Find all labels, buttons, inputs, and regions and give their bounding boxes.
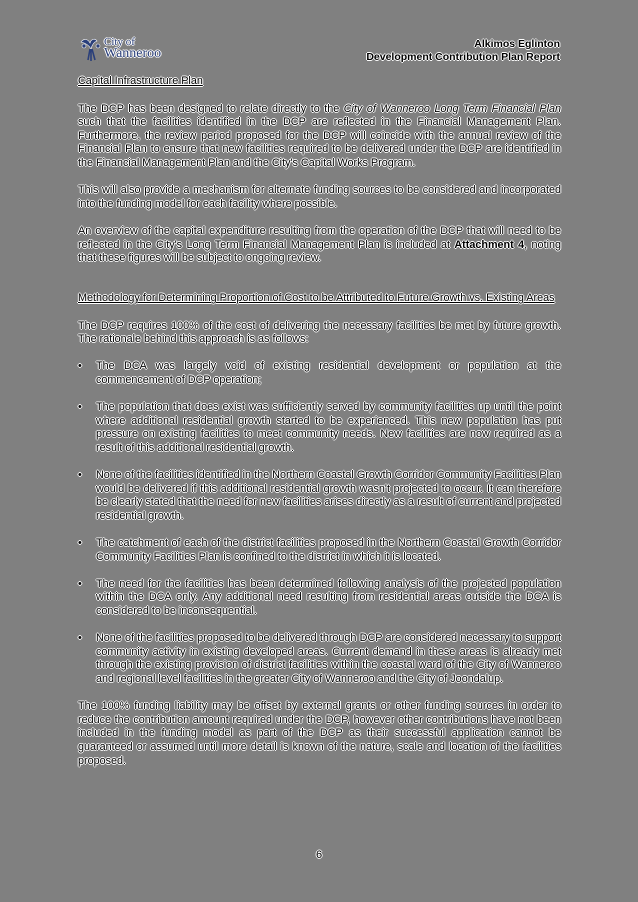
logo-line2: Wanneroo (104, 46, 162, 61)
bullet-icon: • (78, 537, 82, 549)
header-title-line2: Development Contribution Plan Report (366, 51, 560, 63)
list-item-text: The catchment of each of the district facilities proposed in the Northern Coastal Growth Corridor Community Facilities Plan is confined to the district in which it is located. (96, 537, 561, 563)
bullet-icon: • (78, 469, 82, 482)
paragraph-capital-overview (78, 225, 561, 266)
bullet-icon: • (78, 360, 82, 373)
city-of-wanneroo-logo (78, 36, 168, 64)
page-number: 6 (315, 849, 323, 861)
document-header (366, 38, 560, 64)
paragraph-requirement-intro: The DCP requires 100% of the cost of delivering the necessary facilities be met by future growth. The rationale behind this approach is as follows: (78, 319, 561, 346)
section-heading-capital-infrastructure: Capital Infrastructure Plan (78, 75, 203, 87)
logo-line1: City of (104, 36, 135, 48)
paragraph-dcp-design (78, 103, 561, 171)
list-item-text: The population that does exist was sufficiently served by community facilities up until the point where additional residential growth started to be experienced. This new population has put pressure on existing facilities to meet community needs. New facilities are now required as a result of this additional residential growth. (96, 401, 561, 454)
city-of-wanneroo-logo-icon (78, 36, 104, 62)
list-item (78, 632, 561, 686)
bullet-icon: • (78, 577, 82, 590)
text-run: , noting that these figures will be subject to ongoing review. (78, 238, 561, 265)
text-run: such that the facilities identified in the DCP are reflected in the Financial Management Plan. Furthermore, the review period proposed for the DCP will coincide with the annual review of the Financial Plan to ensure that new facilities required to be delivered under the DCP are identified in the Financial Management Plan and the City's Capital Works Program. (78, 116, 561, 169)
paragraph-alternate-funding: This will also provide a mechanism for alternate funding sources to be considered and incorporated into the funding model for each facility where possible. (78, 184, 561, 210)
bullet-icon: • (78, 401, 82, 414)
list-item (78, 578, 561, 619)
list-item-text: None of the facilities proposed to be delivered through DCP are considered necessary to support community activity in existing developed areas. Current demand in these areas is already met through the existing provision of district facilities within the coastal ward of the City of Wanneroo and regional level facilities in the greater City of Wanneroo and the City of Joondalup. (96, 632, 561, 685)
list-item (78, 469, 561, 523)
list-item (78, 537, 561, 564)
paragraph-funding-liability: The 100% funding liability may be offset by external grants or other funding sources in order to reduce the contribution amount required under the DCP, however other contributions have not been included in the funding model as part of the DCP as their successful application cannot be guaranteed or assumed until more detail is known of the nature, scale and location of the facilities proposed. (78, 700, 561, 767)
bullet-icon: • (78, 632, 82, 645)
header-title-line1: Alkimos Eglinton (474, 38, 560, 50)
document-body (78, 75, 561, 782)
list-item-text: The DCA was largely void of existing residential development or population at the commencement of DCP operation; (96, 360, 561, 386)
text-run: The DCP has been designed to relate directly to the (78, 102, 344, 115)
section-heading-methodology: Methodology for Determining Proportion of Cost to be Attributed to Future Growth vs. Existing Areas (78, 292, 555, 305)
text-run: An overview of the capital expenditure resulting from the operation of the DCP that will need to be reflected in the City's Long Term Financial Management Plan is included at (78, 224, 561, 251)
list-item-text: None of the facilities identified in the Northern Coastal Growth Corridor Community Facilities Plan would be delivered if this additional residential growth wasn't projected to occur. It can therefore be clearly stated that the need for new facilities arises directly as a result of current and projected residential growth. (96, 469, 561, 522)
italic-plan-name: City of Wanneroo Long Term Financial Plan (343, 102, 561, 115)
attachment-reference: Attachment 4 (454, 238, 525, 251)
logo-text (104, 36, 161, 60)
rationale-bullet-list (78, 360, 561, 686)
list-item-text: The need for the facilities has been determined following analysis of the projected population within the DCA only. Any additional need resulting from residential areas outside the DCA is considered to be inconsequential. (96, 577, 561, 617)
list-item (78, 360, 561, 387)
list-item (78, 401, 561, 455)
